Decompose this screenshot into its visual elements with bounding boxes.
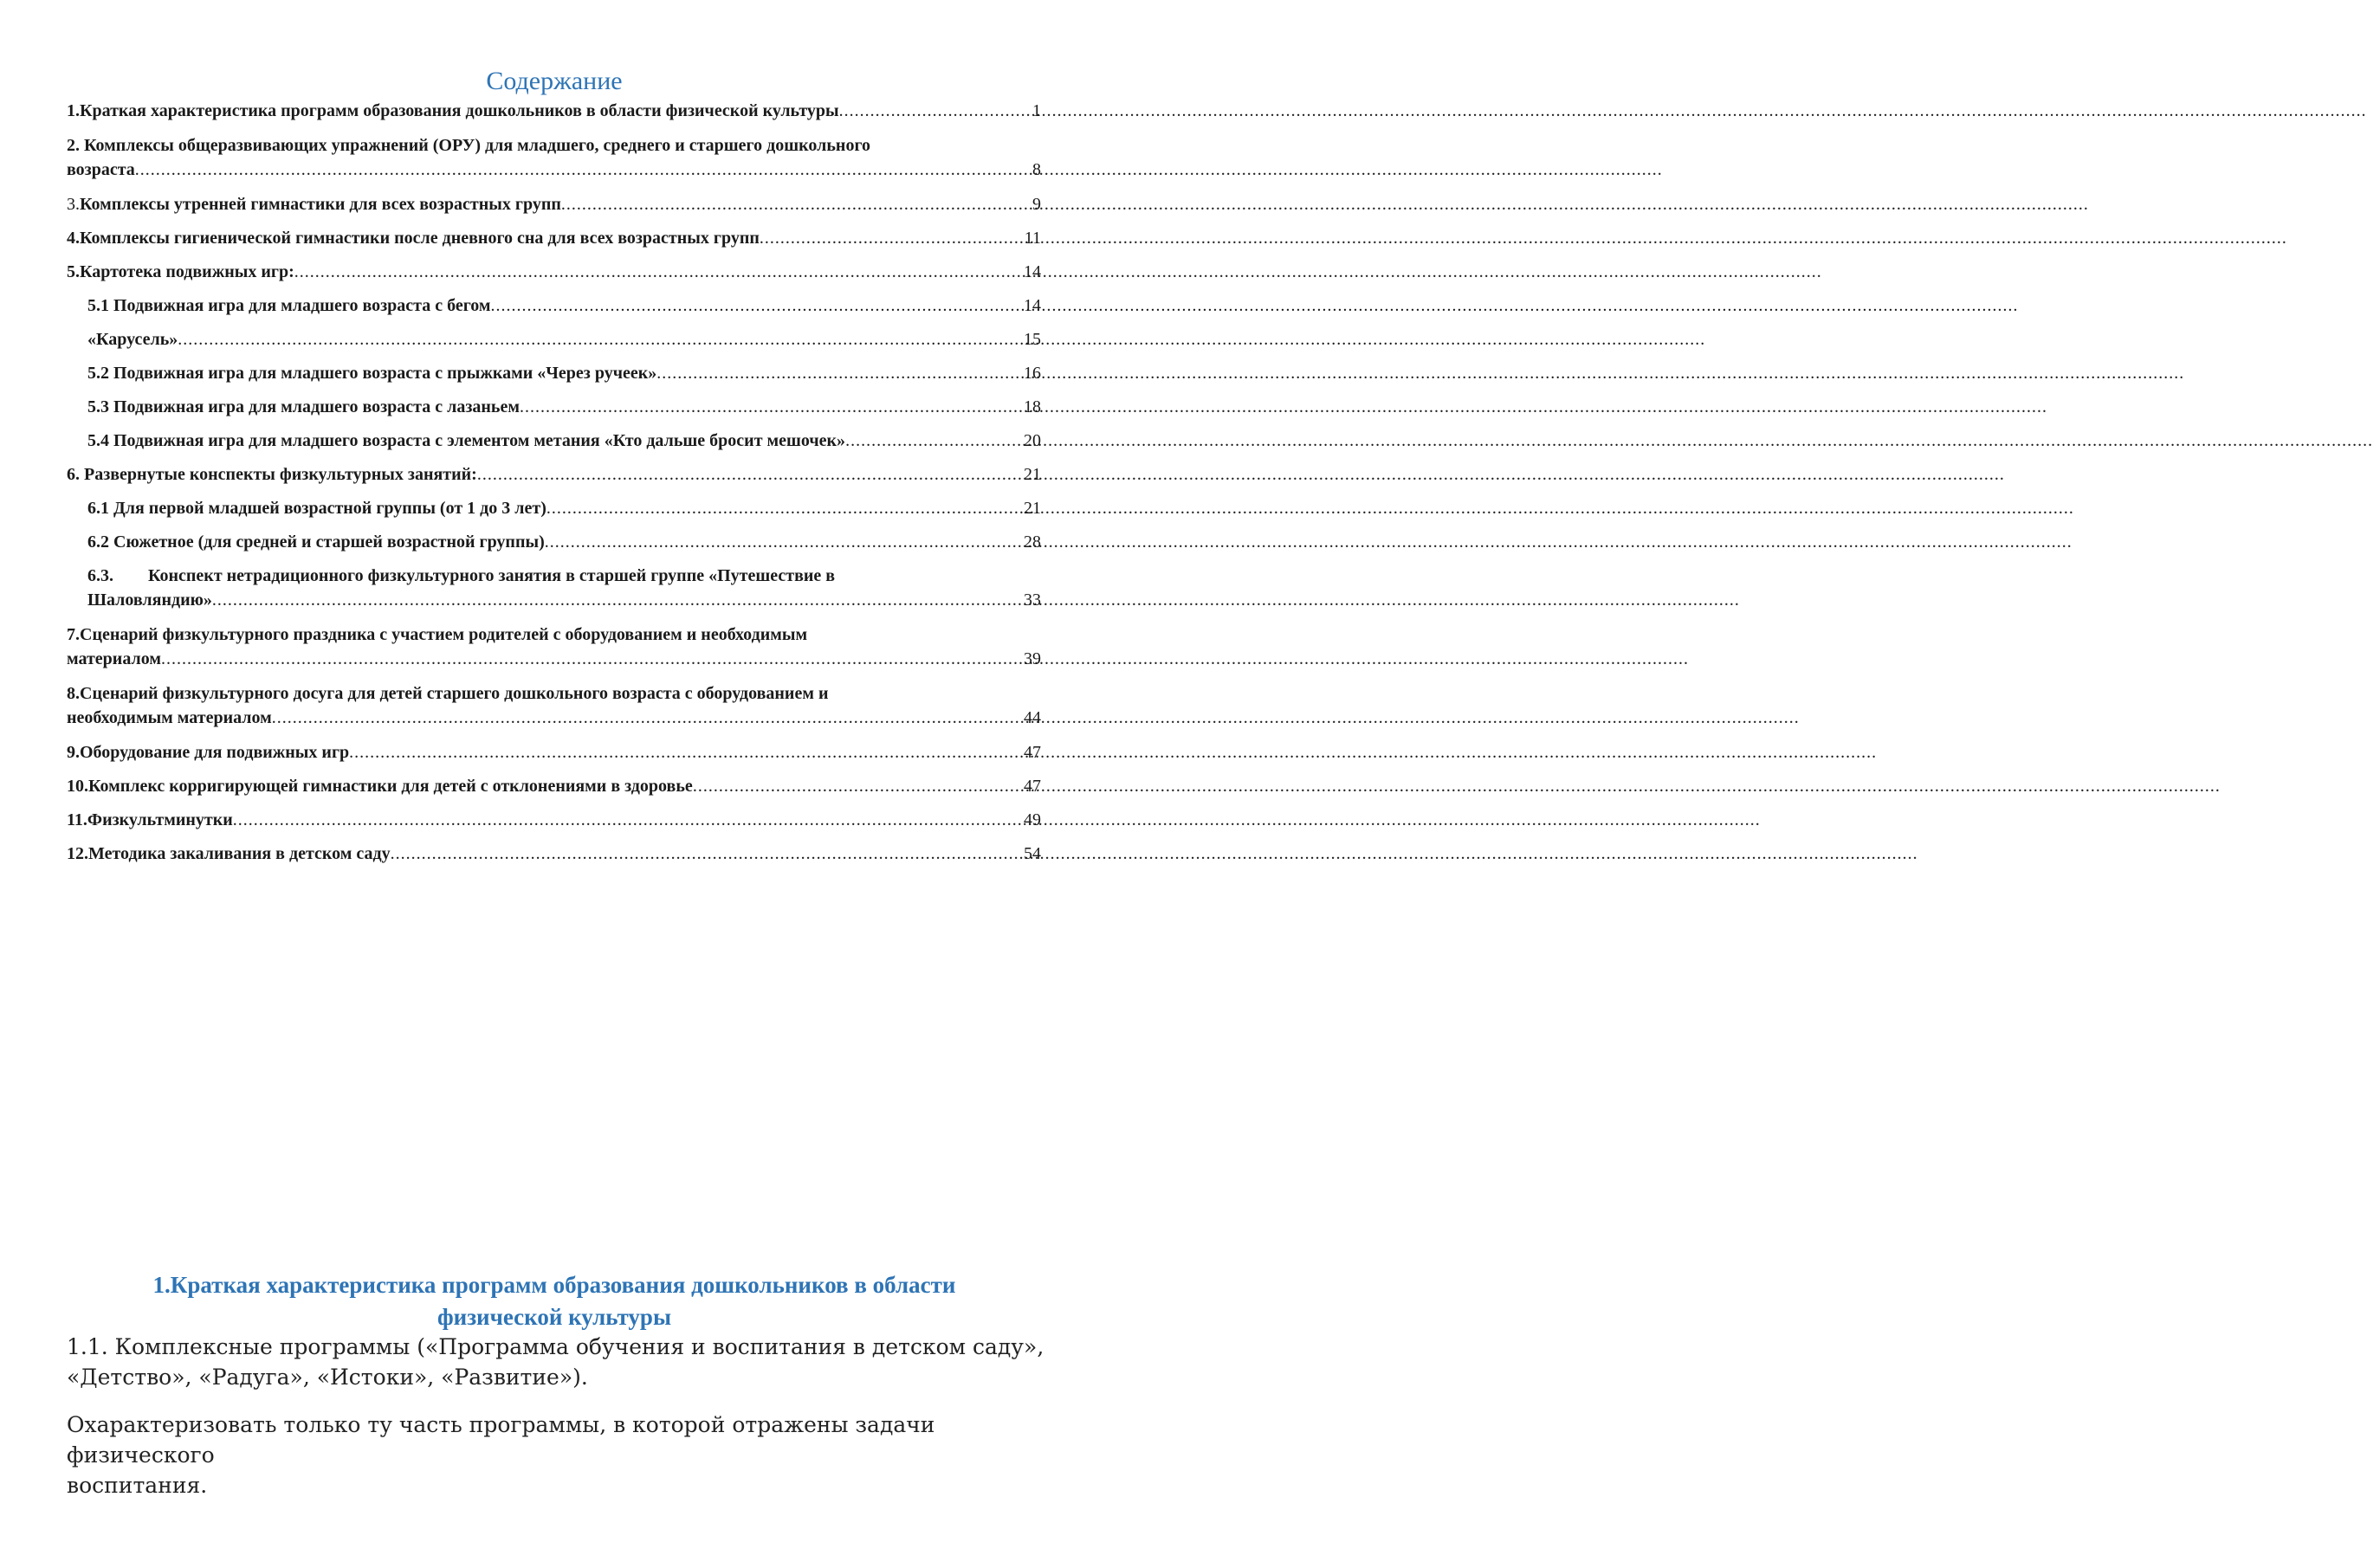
toc-entry[interactable] bbox=[87, 395, 1041, 419]
toc-entry[interactable] bbox=[67, 623, 1041, 671]
toc-entry-number: 4. bbox=[67, 229, 80, 248]
paragraph-line: «Детство», «Радуга», «Истоки», «Развитие»). bbox=[67, 1365, 588, 1390]
toc-page-number: 8 bbox=[1032, 160, 1041, 179]
toc-entry[interactable] bbox=[87, 496, 1041, 520]
toc-leader-dots bbox=[178, 327, 940, 352]
toc-entry-text: 5.2 Подвижная игра для младшего возраста с прыжками «Через ручеек» bbox=[87, 364, 657, 383]
toc-entry-text: 5.Картотека подвижных игр: bbox=[67, 262, 294, 281]
toc-leader-dots bbox=[135, 158, 902, 182]
toc-entry-text: 10.Комплекс корригирующей гимнастики для детей с отклонениями в здоровье bbox=[67, 777, 693, 796]
toc-entry-text-continued: материалом bbox=[67, 649, 161, 668]
toc-leader-dots bbox=[561, 192, 1031, 216]
body-paragraph bbox=[67, 1332, 1045, 1392]
toc-page-number: 20 bbox=[1024, 431, 1041, 450]
toc-page-number: 16 bbox=[1024, 364, 1041, 383]
toc-entry-text: 8.Сценарий физкультурного досуга для детей старшего дошкольного возраста с оборудованием и bbox=[67, 684, 829, 703]
toc-entry-text: 5.4 Подвижная игра для младшего возраста с элементом метания «Кто дальше бросит мешочек» bbox=[87, 431, 846, 450]
toc-leader-dots bbox=[349, 740, 1022, 765]
toc-page-number: 9 bbox=[1032, 195, 1041, 214]
toc-page-number: 39 bbox=[1024, 649, 1041, 668]
toc-entry-text: Комплексы утренней гимнастики для всех возрастных групп bbox=[80, 195, 561, 214]
toc-entry[interactable] bbox=[67, 774, 1041, 798]
toc-leader-dots bbox=[520, 395, 1022, 419]
toc-entry-text: 5.3 Подвижная игра для младшего возраста с лазаньем bbox=[87, 397, 520, 416]
toc-entry-text: 6.1 Для первой младшей возрастной группы (от 1 до 3 лет) bbox=[87, 499, 546, 518]
toc-page-number: 47 bbox=[1024, 743, 1041, 762]
toc-leader-dots bbox=[212, 588, 970, 612]
toc-page-number: 14 bbox=[1024, 296, 1041, 315]
toc-page-number: 47 bbox=[1024, 777, 1041, 796]
section-heading-line: 1.Краткая характеристика программ образования дошкольников в области bbox=[152, 1272, 956, 1298]
toc-leader-dots bbox=[845, 429, 1022, 453]
toc-leader-dots bbox=[839, 99, 1031, 123]
toc-entry-text: 12.Методика закаливания в детском саду bbox=[67, 844, 391, 863]
toc-entry[interactable] bbox=[67, 192, 1041, 216]
toc-entry-text: 6.2 Сюжетное (для средней и старшей возрастной группы) bbox=[87, 532, 545, 552]
toc-entry-text: 6. Развернутые конспекты физкультурных занятий: bbox=[67, 465, 477, 484]
toc-leader-dots bbox=[546, 496, 1022, 520]
toc-leader-dots bbox=[161, 647, 923, 671]
toc-leader-dots bbox=[545, 530, 1022, 554]
paragraph-line: воспитания. bbox=[67, 1473, 208, 1498]
toc-entry[interactable] bbox=[67, 681, 1041, 730]
toc-entry[interactable] bbox=[67, 99, 1041, 123]
toc-entry[interactable] bbox=[87, 429, 1041, 453]
toc-entry[interactable] bbox=[67, 808, 1041, 832]
toc-page-number: 21 bbox=[1024, 499, 1041, 518]
section-heading-line: физической культуры bbox=[436, 1304, 672, 1330]
document-page bbox=[0, 0, 1109, 1568]
toc-entry-text: 1.Краткая характеристика программ образования дошкольников в области физической культуры bbox=[67, 101, 839, 120]
toc-leader-dots bbox=[391, 842, 1022, 866]
toc-entry-text-continued: возраста bbox=[67, 160, 135, 179]
toc-page-number: 33 bbox=[1024, 590, 1041, 610]
toc-entry-text: «Карусель» bbox=[87, 330, 178, 349]
toc-entry-text-continued: Шаловляндию» bbox=[87, 590, 212, 610]
toc-entry-number: 3. bbox=[67, 195, 80, 214]
toc-entry-text: 11.Физкультминутки bbox=[67, 810, 233, 829]
toc-entry[interactable] bbox=[87, 530, 1041, 554]
toc-entry[interactable] bbox=[67, 462, 1041, 487]
toc-entry[interactable] bbox=[67, 260, 1041, 284]
paragraph-line: Охарактеризовать только ту часть программы, в которой отражены задачи физического bbox=[67, 1412, 935, 1468]
toc-leader-dots bbox=[294, 260, 1022, 284]
toc-entry-text: 9.Оборудование для подвижных игр bbox=[67, 743, 350, 762]
toc-title: Содержание bbox=[486, 67, 623, 95]
toc-page-number: 18 bbox=[1024, 397, 1041, 416]
toc-entry-text: Конспект нетрадиционного физкультурного занятия в старшей группе «Путешествие в bbox=[148, 566, 836, 585]
toc-entry[interactable] bbox=[67, 740, 1041, 765]
toc-page-number: 21 bbox=[1024, 465, 1041, 484]
toc-entry[interactable] bbox=[67, 842, 1041, 866]
toc-leader-dots bbox=[760, 226, 1023, 250]
toc-entry[interactable] bbox=[87, 294, 1041, 318]
toc-entry-text-continued: необходимым материалом bbox=[67, 708, 272, 727]
toc-entry-text: 7.Сценарий физкультурного праздника с участием родителей с оборудованием и необходимым bbox=[67, 625, 808, 644]
paragraph-line: 1.1. Комплексные программы («Программа обучения и воспитания в детском саду», bbox=[67, 1334, 1044, 1359]
toc-leader-dots bbox=[693, 774, 1022, 798]
toc-leader-dots bbox=[656, 361, 1022, 385]
toc-entry[interactable] bbox=[87, 327, 1041, 352]
toc-leader-dots bbox=[491, 294, 1022, 318]
section-heading bbox=[0, 1269, 1109, 1333]
toc-entry-number: 6.3. bbox=[87, 566, 113, 585]
toc-entry-text: 5.1 Подвижная игра для младшего возраста с бегом bbox=[87, 296, 491, 315]
toc-leader-dots bbox=[272, 706, 1022, 730]
toc-page-number: 28 bbox=[1024, 532, 1041, 552]
toc-page-number: 11 bbox=[1024, 229, 1041, 248]
toc-page-number: 14 bbox=[1024, 262, 1041, 281]
toc-entry[interactable] bbox=[87, 361, 1041, 385]
toc-entry[interactable] bbox=[67, 226, 1041, 250]
toc-page-number: 1 bbox=[1032, 101, 1041, 120]
toc-page-number: 49 bbox=[1024, 810, 1041, 829]
toc-page-number: 54 bbox=[1024, 844, 1041, 863]
toc-entry-text: 2. Комплексы общеразвивающих упражнений (ОРУ) для младшего, среднего и старшего дошкольного bbox=[67, 136, 871, 155]
toc-leader-dots bbox=[477, 462, 1022, 487]
toc-entry[interactable] bbox=[67, 133, 1041, 182]
body-paragraph bbox=[67, 1410, 1045, 1500]
toc-leader-dots bbox=[233, 808, 1022, 832]
toc-entry[interactable] bbox=[87, 564, 1041, 612]
toc-page-number: 15 bbox=[1024, 330, 1041, 349]
toc-entry-text: Комплексы гигиенической гимнастики после дневного сна для всех возрастных групп bbox=[80, 229, 760, 248]
toc-page-number: 44 bbox=[1024, 708, 1041, 727]
